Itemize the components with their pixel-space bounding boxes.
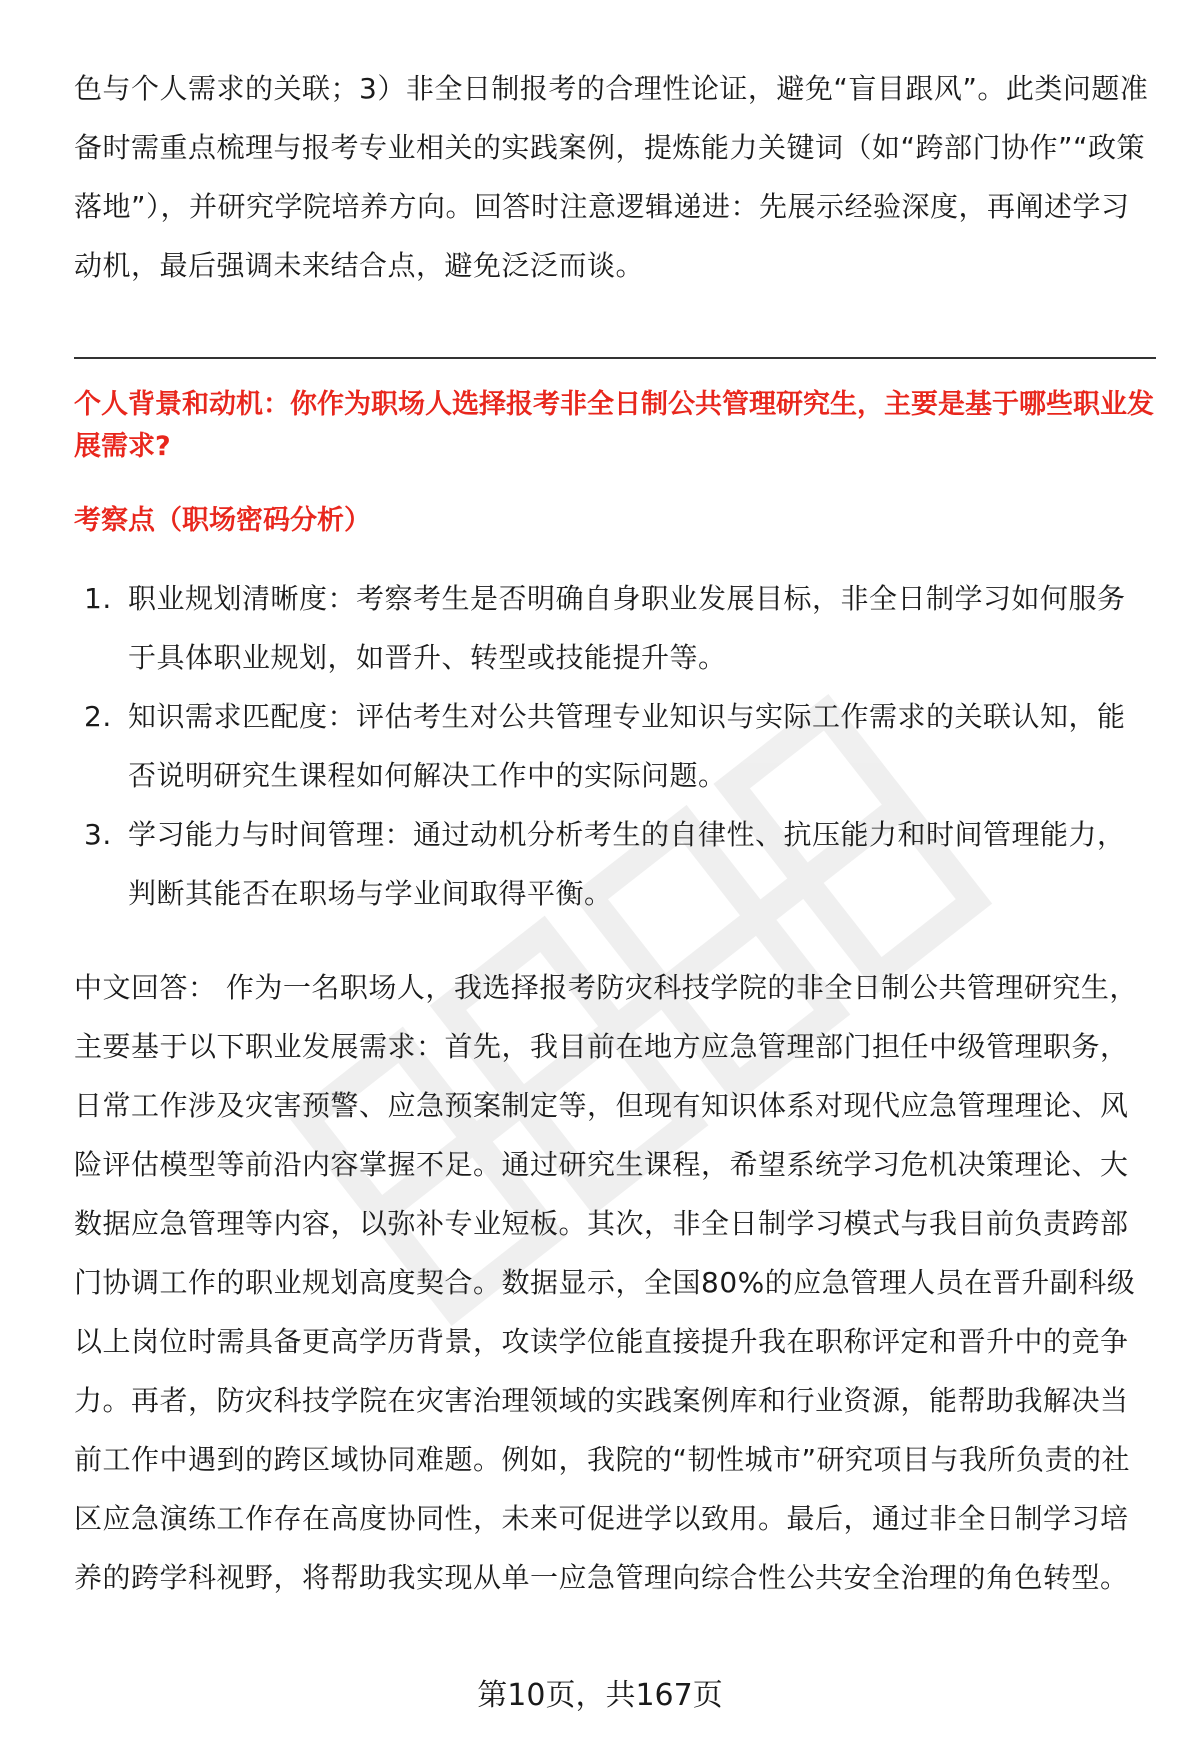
list-item-number: 2. — [84, 700, 112, 733]
list-item — [74, 805, 1150, 923]
section-divider — [74, 357, 1156, 359]
question-heading: 个人背景和动机：你作为职场人选择报考非全日制公共管理研究生，主要是基于哪些职业发展需求? — [74, 389, 1154, 462]
list-item — [74, 569, 1150, 687]
answer-paragraph: 中文回答： 作为一名职场人，我选择报考防灾科技学院的非全日制公共管理研究生，主要基于以下职业发展需求：首先，我目前在地方应急管理部门担任中级管理职务，日常工作涉及灾害预警、应急预案制定等，但现有知识体系对现代应急管理理论、风险评估模型等前沿内容掌握不足。通过研究生课程，希望系统学习危机决策理论、大数据应急管理等内容，以弥补专业短板。其次，非全日制学习模式与我目前负责跨部门协调工作的职业规划高度契合。数据显示，全国80%的应急管理人员在晋升副科级以上岗位时需具备更高学历背景，攻读学位能直接提升我在职称评定和晋升中的竞争力。再者，防灾科技学院在灾害治理领域的实践案例库和行业资源，能帮助我解决当前工作中遇到的跨区域协同难题。例如，我院的“韧性城市”研究项目与我所负责的社区应急演练工作存在高度协同性，未来可促进学以致用。最后，通过非全日制学习培养的跨学科视野，将帮助我实现从单一应急管理向综合性公共安全治理的角色转型。 — [74, 971, 1138, 1594]
list-item — [74, 687, 1150, 805]
list-item-number: 3. — [84, 818, 112, 851]
list-item-text: 知识需求匹配度：评估考生对公共管理专业知识与实际工作需求的关联认知，能否说明研究生课程如何解决工作中的实际问题。 — [128, 700, 1126, 792]
list-item-number: 1. — [84, 582, 112, 615]
assessment-points-list — [74, 569, 1150, 923]
list-item-text: 学习能力与时间管理：通过动机分析考生的自律性、抗压能力和时间管理能力，判断其能否在职场与学业间取得平衡。 — [128, 818, 1126, 910]
page-number-footer: 第10页，共167页 — [477, 1678, 723, 1713]
assessment-subheading: 考察点（职场密码分析） — [74, 505, 371, 536]
intro-paragraph: 色与个人需求的关联；3）非全日制报考的合理性论证，避免“盲目跟风”。此类问题准备时需重点梳理与报考专业相关的实践案例，提炼能力关键词（如“跨部门协作”“政策落地”），并研究学院培养方向。回答时注意逻辑递进：先展示经验深度，再阐述学习动机，最后强调未来结合点，避免泛泛而谈。 — [74, 72, 1149, 282]
list-item-text: 职业规划清晰度：考察考生是否明确自身职业发展目标，非全日制学习如何服务于具体职业规划，如晋升、转型或技能提升等。 — [128, 582, 1126, 674]
